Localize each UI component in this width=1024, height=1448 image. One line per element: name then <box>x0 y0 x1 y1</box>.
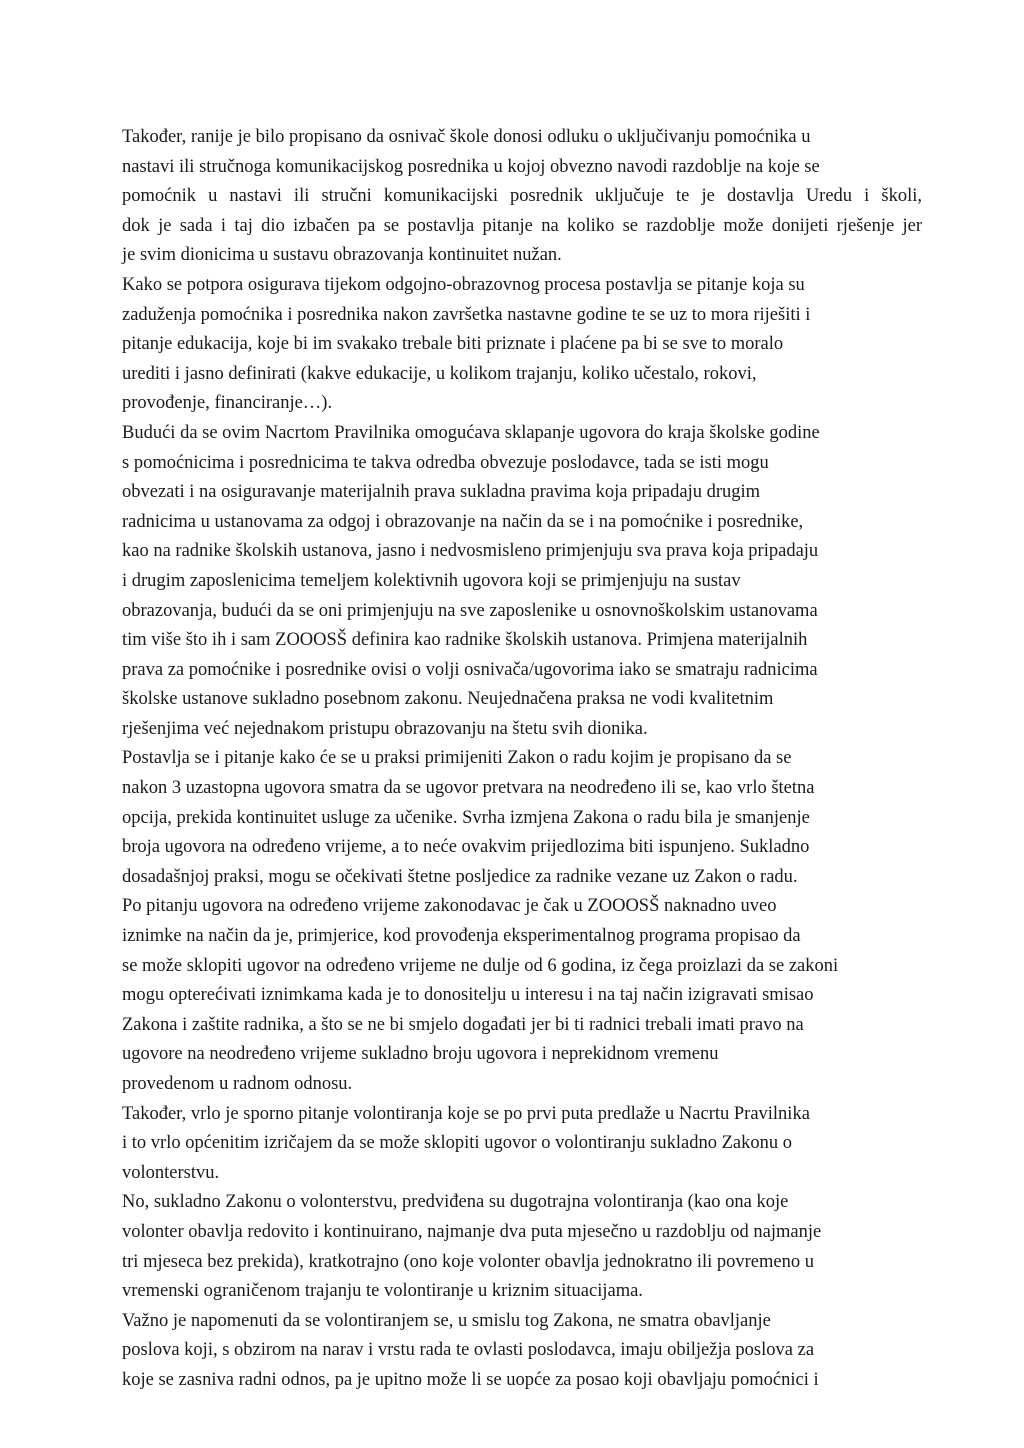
text-line: nastavi ili stručnoga komunikacijskog posrednika u kojoj obvezno navodi razdoblje na koje se <box>122 156 820 177</box>
text-line: rješenjima već nejednakom pristupu obrazovanju na štetu svih dionika. <box>122 718 648 739</box>
text-line: No, sukladno Zakonu o volonterstvu, predviđena su dugotrajna volontiranja (kao ona koje <box>122 1192 789 1213</box>
text-line: urediti i jasno definirati (kakve edukacije, u kolikom trajanju, koliko učestalo, rokovi, <box>122 363 757 384</box>
text-line: mogu opterećivati iznimkama kada je to donositelju u interesu i na taj način izigravati smisao <box>122 985 814 1006</box>
text-line: Budući da se ovim Nacrtom Pravilnika omogućava sklapanje ugovora do kraja školske godine <box>122 422 820 443</box>
text-line: obvezati i na osiguravanje materijalnih prava sukladna pravima koja pripadaju drugim <box>122 482 761 503</box>
text-line: Kako se potpora osigurava tijekom odgojno-obrazovnog procesa postavlja se pitanje koja su <box>122 274 805 295</box>
text-line: školske ustanove sukladno posebnom zakonu. Neujednačena praksa ne vodi kvalitetnim <box>122 689 774 710</box>
text-line: obrazovanja, budući da se oni primjenjuju na sve zaposlenike u osnovnoškolskim ustanovama <box>122 600 818 621</box>
text-line: je svim dionicima u sustavu obrazovanja kontinuitet nužan. <box>122 245 562 266</box>
text-line: iznimke na način da je, primjerice, kod provođenja eksperimentalnog programa propisao da <box>122 926 801 947</box>
text-line: vremenski ograničenom trajanju te volontiranje u kriznim situacijama. <box>122 1281 643 1302</box>
text-line: nakon 3 uzastopna ugovora smatra da se ugovor pretvara na neodređeno ili se, kao vrlo štetna <box>122 778 815 799</box>
text-line: Također, vrlo je sporno pitanje volontiranja koje se po prvi puta predlaže u Nacrtu Pravilnika <box>122 1103 810 1124</box>
text-line: dosadašnjoj praksi, mogu se očekivati štetne posljedice za radnike vezane uz Zakon o radu. <box>122 866 798 887</box>
text-line: opcija, prekida kontinuitet usluge za učenike. Svrha izmjena Zakona o radu bila je smanjenje <box>122 807 810 828</box>
text-line: pomoćnik u nastavi ili stručni komunikacijski posrednik uključuje te je dostavlja Uredu i školi, <box>122 186 922 207</box>
text-line: Po pitanju ugovora na određeno vrijeme zakonodavac je čak u ZOOOSŠ naknadno uveo <box>122 896 777 917</box>
text-line: volonterstvu. <box>122 1162 220 1183</box>
text-line: prava za pomoćnike i posrednike ovisi o volji osnivača/ugovorima iako se smatraju radnicima <box>122 659 818 680</box>
text-line: tim više što ih i sam ZOOOSŠ definira kao radnike školskih ustanova. Primjena materijalnih <box>122 630 808 651</box>
text-line: dok je sada i taj dio izbačen pa se postavlja pitanje na koliko se razdoblje može donijeti rješenje jer <box>122 215 922 236</box>
document-body <box>122 123 922 1396</box>
text-line: pitanje edukacija, koje bi im svakako trebale biti priznate i plaćene pa bi se sve to moralo <box>122 334 784 355</box>
text-line: se može sklopiti ugovor na određeno vrijeme ne dulje od 6 godina, iz čega proizlazi da se zakoni <box>122 955 839 976</box>
text-line: i to vrlo općenitim izričajem da se može sklopiti ugovor o volontiranju sukladno Zakonu o <box>122 1133 792 1154</box>
text-line: koje se zasniva radni odnos, pa je upitno može li se uopće za posao koji obavljaju pomoćnici i <box>122 1369 819 1390</box>
text-line: ugovore na neodređeno vrijeme sukladno broju ugovora i neprekidnom vremenu <box>122 1044 719 1065</box>
text-line: volonter obavlja redovito i kontinuirano, najmanje dva puta mjesečno u razdoblju od najmanje <box>122 1221 822 1242</box>
text-line: provođenje, financiranje…). <box>122 393 333 414</box>
text-line: radnicima u ustanovama za odgoj i obrazovanje na način da se i na pomoćnike i posrednike, <box>122 511 804 532</box>
text-line: zaduženja pomoćnika i posrednika nakon završetka nastavne godine te se uz to mora riješiti i <box>122 304 811 325</box>
text-line: kao na radnike školskih ustanova, jasno i nedvosmisleno primjenjuju sva prava koja pripadaju <box>122 541 819 562</box>
text-line: Postavlja se i pitanje kako će se u praksi primijeniti Zakon o radu kojim je propisano da se <box>122 748 792 769</box>
text-line: broja ugovora na određeno vrijeme, a to neće ovakvim prijedlozima biti ispunjeno. Sukladno <box>122 837 810 858</box>
text-line: poslova koji, s obzirom na narav i vrstu rada te ovlasti poslodavca, imaju obilježja poslova za <box>122 1340 815 1361</box>
text-line: Također, ranije je bilo propisano da osnivač škole donosi odluku o uključivanju pomoćnika u <box>122 127 811 147</box>
text-line: Važno je napomenuti da se volontiranjem se, u smislu tog Zakona, ne smatra obavljanje <box>122 1310 771 1331</box>
text-line: provedenom u radnom odnosu. <box>122 1074 353 1094</box>
text-line: tri mjeseca bez prekida), kratkotrajno (ono koje volonter obavlja jednokratno ili povremeno u <box>122 1251 814 1272</box>
text-line: Zakona i zaštite radnika, a što se ne bi smjelo događati jer bi ti radnici trebali imati pravo na <box>122 1014 804 1035</box>
text-line: i drugim zaposlenicima temeljem kolektivnih ugovora koji se primjenjuju na sustav <box>122 570 741 591</box>
text-line: s pomoćnicima i posrednicima te takva odredba obvezuje poslodavce, tada se isti mogu <box>122 452 769 473</box>
